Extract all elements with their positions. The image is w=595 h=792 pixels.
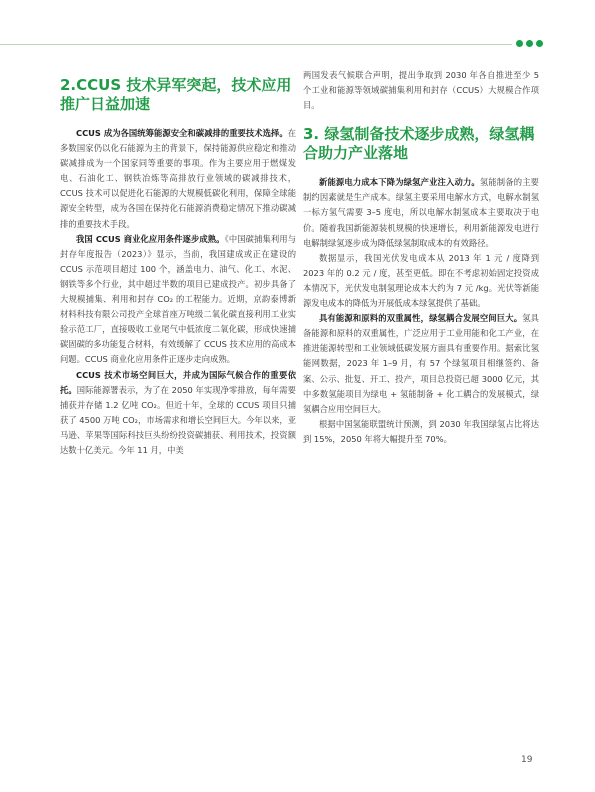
paragraph — [303, 175, 539, 250]
paragraph-lead: 具有能源和原料的双重属性，绿氢耦合发展空间巨大。 — [319, 313, 523, 324]
dot-icon — [526, 40, 533, 47]
paragraph — [303, 311, 539, 417]
section-heading-green-hydrogen: 3. 绿氢制备技术逐步成熟，绿氢耦合助力产业落地 — [303, 125, 535, 163]
paragraph-text: 氢具备能源和原料的双重属性，广泛应用于工业用能和化工产业，在推进能源转型和工业领域低碳发展方面具有重要作用。据索比氢能网数据，2023 年 1–9 月，有 57 个绿氢项目相继签约、备案、公示、批复、开工、投产，项目总投资已超 3000 亿元，其中多数氢能项目为绿电 + 氢能制备 + 化工耦合的发展模式，绿氢耦合应用空间巨大。 — [303, 313, 539, 414]
dot-icon — [516, 40, 523, 47]
paragraph-lead: 新能源电力成本下降为绿氢产业注入动力。 — [319, 177, 480, 188]
paragraph — [60, 232, 296, 368]
paragraph-text: 《中国碳捕集利用与封存年度报告（2023）》显示，当前，我国建成或正在建设的 CCUS 示范项目超过 100 个，涵盖电力、油气、化工、水泥、钢铁等多个行业，其中超过半数的项目已建成投产。初步具备了大规模捕集、利用和封存 CO₂ 的工程能力。近期，京韵泰博新材料科技有限公司投产全球首座万吨级二氧化碳直接利用工业实验示范工厂，直接吸收工业尾气中低浓度二氧化碳，形成快速捕碳固碳的多功能复合材料，有效缓解了 CCUS 技术应用的高成本问题。CCUS 商业化应用条件正逐步走向成熟。 — [60, 233, 296, 365]
header-rule — [0, 44, 512, 45]
page-number: 19 — [521, 755, 533, 765]
paragraph — [60, 126, 296, 232]
paragraph-text: 氢能制备的主要制约因素就是生产成本。绿氢主要采用电解水方式，电解水制氢一标方氢气需要 3–5 度电，所以电解水制氢成本主要取决于电价。随着我国新能源装机规模的快速增长，利用新能源发电进行电解制绿氢逐步成为降低绿氢制取成本的有效路径。 — [303, 177, 539, 248]
paragraph-text: 国际能源署表示，为了在 2050 年实现净零排放，每年需要捕获并存储 1.2 亿吨 CO₂。但近十年，全球的 CCUS 项目只捕获了 4500 万吨 CO₂，市场需求和增长空间巨大。今年以来，亚马逊、苹果等国际科技巨头纷纷投资碳捕获、利用技术，投资额达数十亿美元。今年 11 月，中美 — [60, 384, 296, 455]
paragraph: 根据中国氢能联盟统计预测，到 2030 年我国绿氢占比将达到 15%，2050 年将大幅提升至 70%。 — [303, 418, 539, 444]
paragraph — [60, 368, 296, 459]
left-column — [60, 76, 296, 458]
paragraph: 数据显示，我国光伏发电成本从 2013 年 1 元 / 度降到 2023 年的 0.2 元 / 度，甚至更低。即在不考虑初始固定投资成本情况下，光伏发电制氢理论成本大约为 7 元 /kg。光伏等新能源发电成本的降低为开展低成本绿氢提供了基础。 — [303, 252, 539, 309]
right-column — [303, 68, 539, 447]
paragraph-text: 在多数国家仍以化石能源为主的背景下，保持能源供应稳定和推动碳减排成为一个国家同等重要的事项。作为主要应用于燃煤发电、石油化工、钢铁冶炼等高排放行业领域的碳减排技术，CCUS 技术可以促进化石能源的大规模低碳化利用，保障全球能源安全转型，成为各国在保持化石能源消费稳定情况下推动碳减排的重要技术手段。 — [60, 128, 296, 229]
dot-icon — [536, 40, 543, 47]
section-heading-ccus: 2.CCUS 技术异军突起，技术应用推广日益加速 — [60, 76, 292, 113]
paragraph-lead: CCUS 技术市场空间巨大，并成为国际气候合作的重要依托。 — [60, 369, 296, 395]
header-dots — [516, 40, 543, 47]
paragraph-lead: CCUS 成为各国统筹能源安全和碳减排的重要技术选择。 — [76, 128, 288, 138]
paragraph-continued: 两国发表气候联合声明，提出争取到 2030 年各自推进至少 5 个工业和能源等领域碳捕集利用和封存（CCUS）大规模合作项目。 — [303, 70, 539, 111]
paragraph-lead: 我国 CCUS 商业化应用条件逐步成熟。 — [76, 233, 225, 244]
